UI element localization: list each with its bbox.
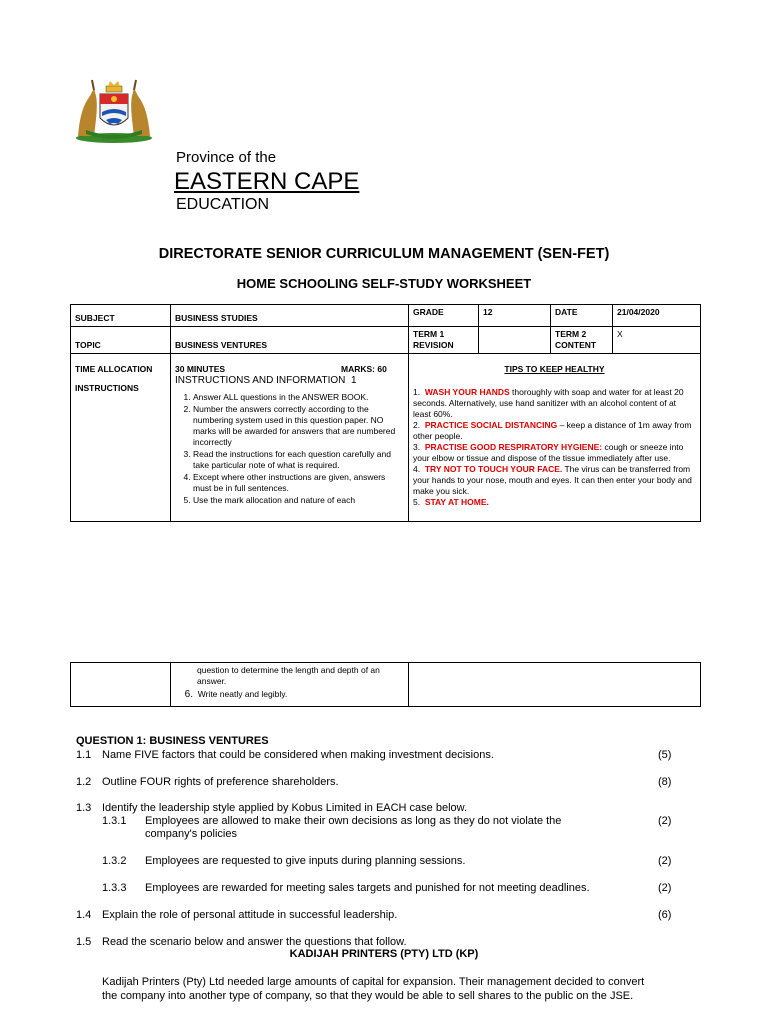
topic-value: BUSINESS VENTURES [171, 327, 409, 354]
tip-item [413, 442, 696, 464]
question-text: Employees are allowed to make their own decisions as long as they do not violate the company's policies [145, 815, 562, 840]
question-marks: (2) [658, 882, 672, 894]
instruction-text: Write neatly and legibly. [197, 689, 288, 699]
province-prefix: Province of the [176, 149, 277, 166]
tip-text: cough or sneeze into your elbow or tissue and dispose of the tissue immediately after use. [413, 442, 684, 463]
tip-number: 5. [413, 497, 421, 507]
tip-text: The virus can be transferred from your hands to your nose, mouth and eyes. It can then enter your body and make you sick. [413, 464, 692, 496]
province-name: EASTERN CAPE [174, 168, 360, 195]
tip-highlight: PRACTICE SOCIAL DISTANCING [424, 420, 558, 430]
question-text: Explain the role of personal attitude in successful leadership. [102, 909, 398, 921]
time-allocation-value: 30 MINUTES [175, 364, 226, 374]
tip-highlight: STAY AT HOME. [424, 497, 489, 507]
instruction-item: 3. Read the instructions for each question carefully and take particular note of what is required. [193, 449, 404, 471]
instruction-item: 2. Number the answers correctly according to the numbering system used in this question paper. NO marks will be awarded for answers that are numbered incorrectly [193, 404, 404, 448]
date-label: DATE [551, 305, 613, 327]
marks-value: MARKS: 60 [341, 364, 387, 374]
question-text: Employees are requested to give inputs during planning sessions. [145, 855, 466, 867]
question-marks: (5) [658, 749, 672, 761]
grade-label: GRADE [409, 305, 479, 327]
tip-number: 4. [413, 464, 421, 474]
question-marks: (2) [658, 855, 672, 867]
instructions-list [175, 392, 404, 506]
question-number: 1.5 [76, 936, 92, 948]
tips-heading: TIPS TO KEEP HEALTHY [504, 364, 605, 374]
question-text: Name FIVE factors that could be considered when making investment decisions. [102, 749, 494, 761]
tip-highlight: PRACTISE GOOD RESPIRATORY HYGIENE: [424, 442, 603, 452]
tip-highlight: WASH YOUR HANDS [424, 387, 510, 397]
instruction-item: 1. Answer ALL questions in the ANSWER BOOK. [193, 392, 404, 403]
term2-label: TERM 2 CONTENT [551, 327, 613, 354]
term2-value: X [613, 327, 701, 354]
term1-value [479, 327, 551, 354]
continued-instructions-cell [171, 663, 409, 707]
instruction-continued: question to determine the length and depth of an answer. [197, 665, 380, 686]
tip-item [413, 464, 696, 497]
question-number: 1.2 [76, 776, 92, 788]
question-1-heading: QUESTION 1: BUSINESS VENTURES [76, 735, 269, 747]
instructions-heading-text: INSTRUCTIONS AND INFORMATION [175, 375, 346, 386]
time-allocation-label: TIME ALLOCATION [75, 364, 153, 374]
instructions-heading [175, 375, 404, 386]
scenario-title: KADIJAH PRINTERS (PTY) LTD (KP) [289, 948, 479, 960]
tip-item [413, 387, 696, 420]
question-text: Read the scenario below and answer the questions that follow. [102, 936, 407, 948]
question-marks: (6) [658, 909, 672, 921]
question-number: 1.4 [76, 909, 92, 921]
tips-cell [409, 354, 701, 522]
tip-number: 1. [413, 387, 421, 397]
tip-text: – keep a distance of 1m away from other people. [413, 420, 692, 441]
grade-value: 12 [479, 305, 551, 327]
scenario-text: Kadijah Printers (Pty) Ltd needed large amounts of capital for expansion. Their management decided to convert the company into another type of company, so that they would be able to sell shares to the public on the JSE. [102, 976, 645, 1002]
provincial-coat-of-arms-logo [68, 74, 160, 144]
instruction-number: 6. [184, 689, 193, 700]
tip-text: thoroughly with soap and water for at least 20 seconds. Alternatively, use hand sanitizer with an alcohol content of at least 60%. [413, 387, 684, 419]
tip-highlight: TRY NOT TO TOUCH YOUR FACE. [424, 464, 563, 474]
instruction-item-6 [175, 689, 404, 700]
question-number: 1.1 [76, 749, 92, 761]
tip-item [413, 497, 696, 508]
date-value: 21/04/2020 [613, 305, 701, 327]
question-number: 1.3.3 [102, 882, 127, 894]
worksheet-title: HOME SCHOOLING SELF-STUDY WORKSHEET [236, 276, 532, 291]
time-instructions-labels [71, 354, 171, 522]
question-number: 1.3 [76, 802, 92, 814]
question-number: 1.3.1 [102, 815, 127, 827]
instruction-item: 5. Use the mark allocation and nature of each [193, 495, 404, 506]
question-marks: (8) [658, 776, 672, 788]
continued-tips-cell [409, 663, 701, 707]
question-text: Outline FOUR rights of preference shareholders. [102, 776, 339, 788]
instructions-cell [171, 354, 409, 522]
question-number: 1.3.2 [102, 855, 127, 867]
instructions-heading-number: 1 [350, 375, 357, 386]
directorate-title: DIRECTORATE SENIOR CURRICULUM MANAGEMENT (SEN-FET) [158, 246, 610, 262]
instructions-continued-table [70, 662, 701, 707]
department-name: EDUCATION [176, 196, 270, 213]
question-text: Employees are rewarded for meeting sales targets and punished for not meeting deadlines. [145, 882, 590, 894]
question-text: Identify the leadership style applied by Kobus Limited in EACH case below. [102, 802, 468, 814]
tip-number: 2. [413, 420, 421, 430]
instructions-label: INSTRUCTIONS [75, 383, 139, 393]
question-marks: (2) [658, 815, 672, 827]
tip-number: 3. [413, 442, 421, 452]
subject-label: SUBJECT [71, 305, 171, 327]
worksheet-info-table [70, 304, 701, 522]
term1-label: TERM 1 REVISION [409, 327, 479, 354]
question-subitem [102, 815, 622, 843]
instruction-item: 4. Except where other instructions are given, answers must be in full sentences. [193, 472, 404, 494]
subject-value: BUSINESS STUDIES [171, 305, 409, 327]
topic-label: TOPIC [71, 327, 171, 354]
continued-label-cell [71, 663, 171, 707]
tip-item [413, 420, 696, 442]
